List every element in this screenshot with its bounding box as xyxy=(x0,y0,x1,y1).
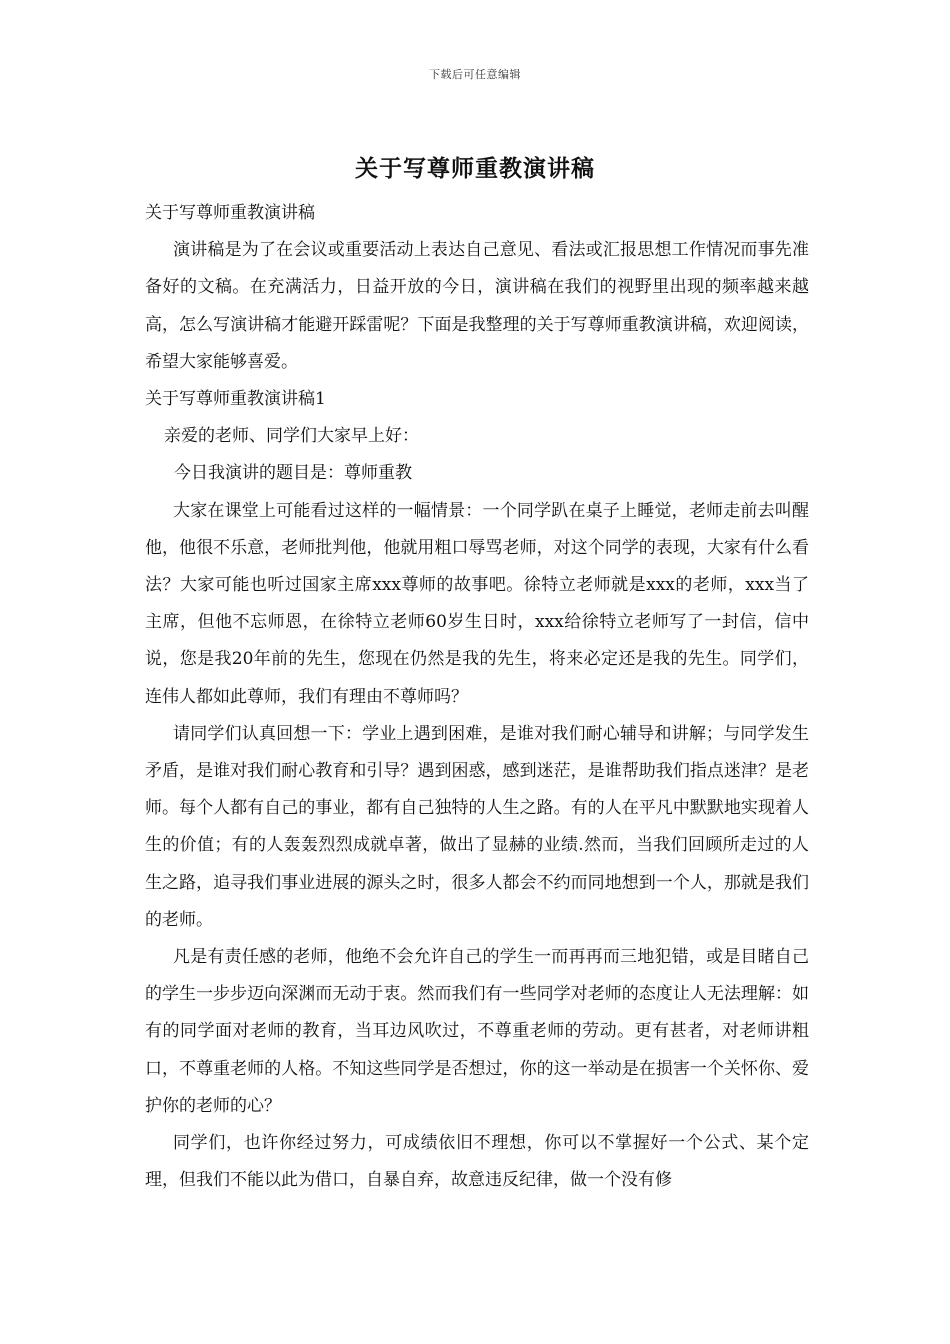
body-paragraph-2: 请同学们认真回想一下：学业上遇到困难，是谁对我们耐心辅导和讲解；与同学发生矛盾，是谁对我们耐心教育和引导？遇到困惑，感到迷茫，是谁帮助我们指点迷津？是老师。每个人都有自己的事业，都有自己独特的人生之路。有的人在平凡中默默地实现着人生的价值；有的人轰轰烈烈成就卓著，做出了显赫的业绩.然而，当我们回顾所走过的人生之路，追寻我们事业进展的源头之时，很多人都会不约而同地想到一个人，那就是我们的老师。 xyxy=(145,723,809,930)
topic-line: 今日我演讲的题目是：尊师重教 xyxy=(174,463,412,484)
intro-paragraph: 演讲稿是为了在会议或重要活动上表达自己意见、看法或汇报思想工作情况而事先准备好的文稿。在充满活力，日益开放的今日，演讲稿在我们的视野里出现的频率越来越高，怎么写演讲稿才能避开踩雷呢？下面是我整理的关于写尊师重教演讲稿，欢迎阅读，希望大家能够喜爱。 xyxy=(145,240,809,372)
greeting-line: 亲爱的老师、同学们大家早上好： xyxy=(164,426,419,447)
body-paragraph-4: 同学们，也许你经过努力，可成绩依旧不理想，你可以不掌握好一个公式、某个定理，但我们不能以此为借口，自暴自弃，故意违反纪律，做一个没有修 xyxy=(145,1133,809,1191)
header-note: 下载后可任意编辑 xyxy=(429,68,521,81)
document-body xyxy=(145,195,809,1199)
document-title: 关于写尊师重教演讲稿 xyxy=(355,155,595,182)
section-heading: 关于写尊师重教演讲稿1 xyxy=(145,389,326,410)
body-paragraph-3: 凡是有责任感的老师，他绝不会允许自己的学生一而再再而三地犯错，或是目睹自己的学生一步步迈向深渊而无动于衷。然而我们有一些同学对老师的态度让人无法理解：如有的同学面对老师的教育，当耳边风吹过，不尊重老师的劳动。更有甚者，对老师讲粗口，不尊重老师的人格。不知这些同学是否想过，你的这一举动是在损害一个关怀你、爱护你的老师的心？ xyxy=(145,947,809,1116)
subtitle-line: 关于写尊师重教演讲稿 xyxy=(145,203,315,223)
body-paragraph-1: 大家在课堂上可能看过这样的一幅情景：一个同学趴在桌子上睡觉，老师走前去叫醒他，他很不乐意，老师批判他，他就用粗口辱骂老师，对这个同学的表现，大家有什么看法？大家可能也听过国家主席xxx尊师的故事吧。徐特立老师就是xxx的老师，xxx当了主席，但他不忘师恩，在徐特立老师60岁生日时，xxx给徐特立老师写了一封信，信中说，您是我20年前的先生，您现在仍然是我的先生，将来必定还是我的先生。同学们，连伟人都如此尊师，我们有理由不尊师吗？ xyxy=(145,500,809,707)
